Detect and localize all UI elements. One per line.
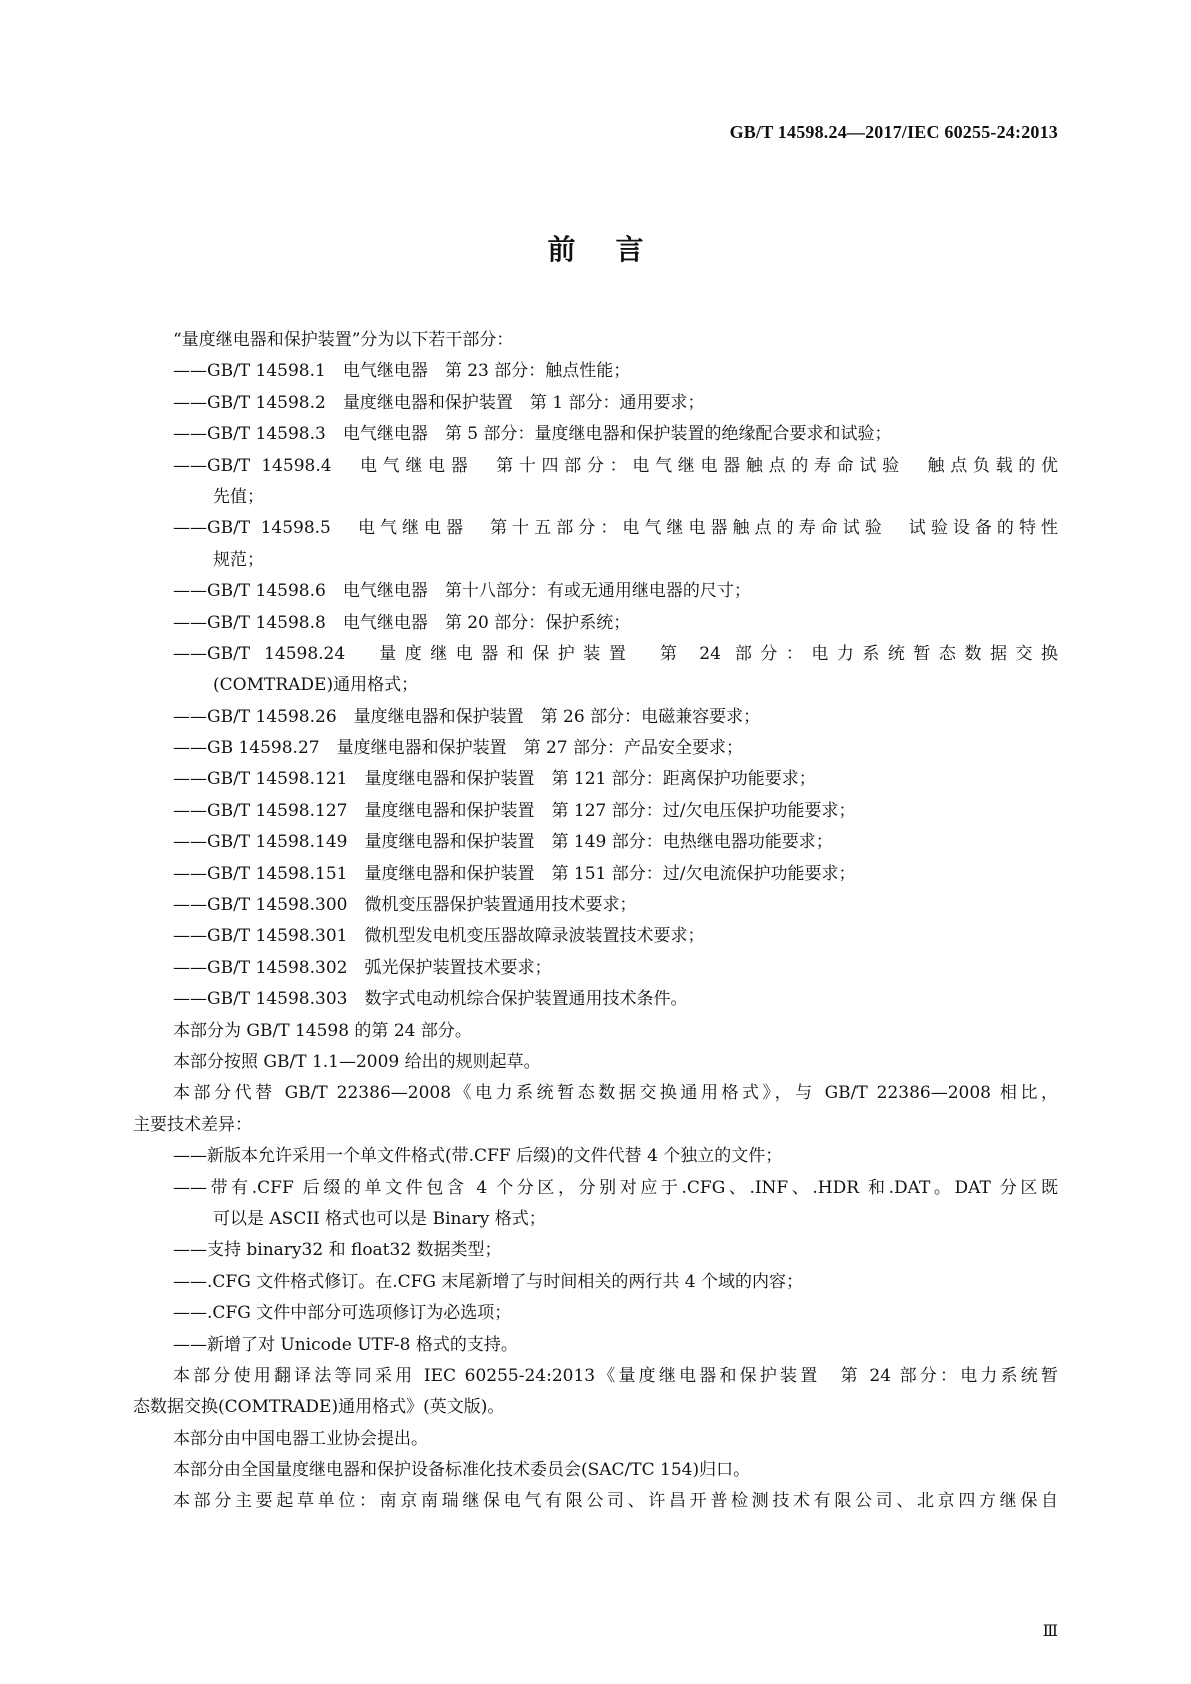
part-list-item: ——GB/T 14598.4 电气继电器 第十四部分：电气继电器触点的寿命试验 触点负载的优 — [173, 455, 1058, 476]
difference-list-item-continuation: 可以是 ASCII 格式也可以是 Binary 格式； — [213, 1208, 546, 1229]
part-list-item: ——GB/T 14598.26 量度继电器和保护装置 第 26 部分：电磁兼容要求； — [173, 706, 761, 727]
part-list-item: ——GB/T 14598.149 量度继电器和保护装置 第 149 部分：电热继电器功能要求； — [173, 832, 833, 853]
difference-list-item: ——新增了对 Unicode UTF-8 格式的支持。 — [173, 1334, 518, 1355]
part-list-item: ——GB/T 14598.301 微机型发电机变压器故障录波装置技术要求； — [173, 926, 705, 947]
part-list-item: ——GB/T 14598.3 电气继电器 第 5 部分：量度继电器和保护装置的绝缘配合要求和试验； — [173, 424, 892, 445]
foreword-body — [133, 325, 1058, 1518]
part-list-item: ——GB/T 14598.8 电气继电器 第 20 部分：保护系统； — [173, 612, 631, 633]
body-paragraph: 本部分主要起草单位：南京南瑞继保电气有限公司、许昌开普检测技术有限公司、北京四方继保自 — [173, 1491, 1058, 1512]
part-list-item-continuation: 先值； — [213, 486, 264, 507]
part-list-item-continuation: (COMTRADE)通用格式； — [213, 675, 419, 696]
body-paragraph: 本部分由中国电器工业协会提出。 — [173, 1428, 428, 1449]
page-title: 前言 — [547, 233, 684, 266]
body-paragraph: 本部分代替 GB/T 22386—2008《电力系统暂态数据交换通用格式》，与 GB/T 22386—2008 相比， — [173, 1083, 1058, 1104]
body-paragraph: 本部分使用翻译法等同采用 IEC 60255-24:2013《量度继电器和保护装置 第 24 部分：电力系统暂 — [173, 1365, 1058, 1386]
part-list-item: ——GB/T 14598.300 微机变压器保护装置通用技术要求； — [173, 895, 637, 916]
body-paragraph: 本部分由全国量度继电器和保护设备标准化技术委员会(SAC/TC 154)归口。 — [173, 1460, 751, 1481]
part-list-item: ——GB/T 14598.303 数字式电动机综合保护装置通用技术条件。 — [173, 989, 688, 1010]
difference-list-item: ——新版本允许采用一个单文件格式(带.CFF 后缀)的文件代替 4 个独立的文件； — [173, 1146, 783, 1167]
part-list-item: ——GB/T 14598.127 量度继电器和保护装置 第 127 部分：过/欠电压保护功能要求； — [173, 800, 856, 821]
part-list-item-continuation: 规范； — [213, 549, 264, 570]
part-list-item: ——GB/T 14598.1 电气继电器 第 23 部分：触点性能； — [173, 361, 631, 382]
standard-code-header: GB/T 14598.24—2017/IEC 60255-24:2013 — [729, 122, 1058, 142]
part-list-item: ——GB/T 14598.6 电气继电器 第十八部分：有或无通用继电器的尺寸； — [173, 581, 751, 602]
part-list-item: ——GB/T 14598.302 弧光保护装置技术要求； — [173, 957, 552, 978]
difference-list-item: ——.CFG 文件格式修订。在.CFG 末尾新增了与时间相关的两行共 4 个域的内容； — [173, 1271, 804, 1292]
part-list-item: ——GB/T 14598.151 量度继电器和保护装置 第 151 部分：过/欠电流保护功能要求； — [173, 863, 856, 884]
difference-list-item: ——带有.CFF 后缀的单文件包含 4 个分区，分别对应于.CFG、.INF、.HDR 和.DAT。DAT 分区既 — [173, 1177, 1058, 1198]
page-number: Ⅲ — [1042, 1623, 1058, 1640]
intro-paragraph: “量度继电器和保护装置”分为以下若干部分： — [173, 330, 514, 350]
part-list-item: ——GB/T 14598.24 量度继电器和保护装置 第 24 部分：电力系统暂态数据交换 — [173, 643, 1058, 664]
body-paragraph: 本部分为 GB/T 14598 的第 24 部分。 — [173, 1020, 472, 1041]
difference-list-item: ——支持 binary32 和 float32 数据类型； — [173, 1240, 502, 1261]
body-paragraph: 本部分按照 GB/T 1.1—2009 给出的规则起草。 — [173, 1051, 541, 1072]
body-paragraph-continuation: 主要技术差异： — [133, 1114, 252, 1135]
part-list-item: ——GB/T 14598.121 量度继电器和保护装置 第 121 部分：距离保护功能要求； — [173, 769, 816, 790]
part-list-item: ——GB/T 14598.5 电气继电器 第十五部分：电气继电器触点的寿命试验 试验设备的特性 — [173, 518, 1058, 539]
part-list-item: ——GB/T 14598.2 量度继电器和保护装置 第 1 部分：通用要求； — [173, 392, 705, 413]
difference-list-item: ——.CFG 文件中部分可选项修订为必选项； — [173, 1303, 512, 1324]
part-list-item: ——GB 14598.27 量度继电器和保护装置 第 27 部分：产品安全要求； — [173, 738, 744, 759]
body-paragraph-continuation: 态数据交换(COMTRADE)通用格式》(英文版)。 — [133, 1397, 505, 1418]
